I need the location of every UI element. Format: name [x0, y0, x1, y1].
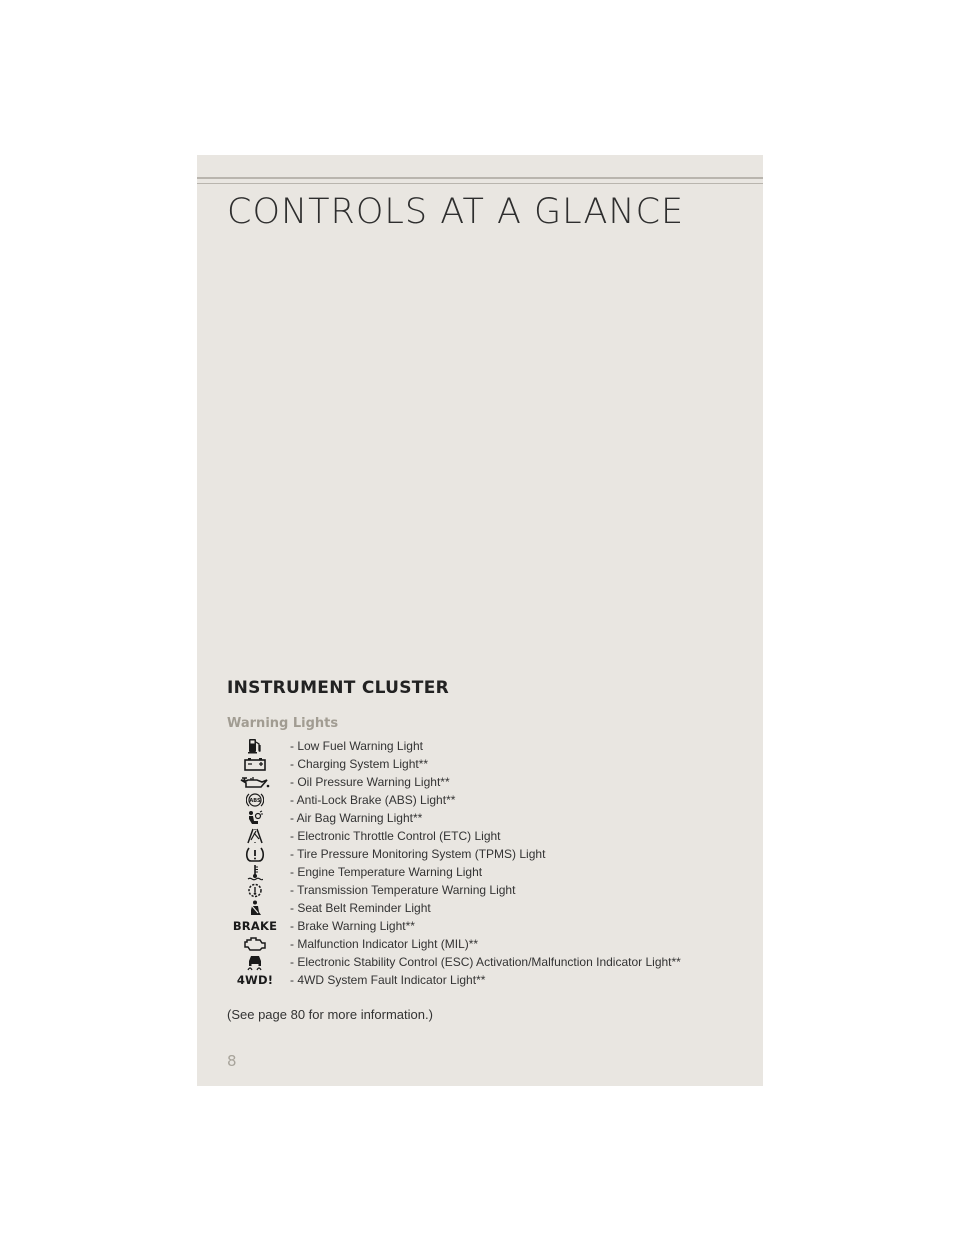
- tire-pressure-icon: [227, 845, 283, 863]
- stability-control-icon: [227, 953, 283, 971]
- warning-light-label: - Anti-Lock Brake (ABS) Light**: [290, 793, 456, 807]
- list-item: [227, 845, 757, 863]
- footnote: (See page 80 for more information.): [227, 1007, 433, 1022]
- list-item: [227, 809, 757, 827]
- warning-light-label: - Brake Warning Light**: [290, 919, 415, 933]
- warning-lights-list: [227, 737, 757, 989]
- fuel-pump-icon: [227, 737, 283, 755]
- brake-word-icon: [227, 917, 283, 935]
- warning-light-label: - Tire Pressure Monitoring System (TPMS) Light: [290, 847, 546, 861]
- header-rule-thin: [197, 183, 763, 184]
- svg-text:ABS: ABS: [249, 798, 261, 804]
- warning-light-label: - Charging System Light**: [290, 757, 429, 771]
- abs-icon: [227, 791, 283, 809]
- throttle-icon: [227, 827, 283, 845]
- check-engine-icon: [227, 935, 283, 953]
- list-item: [227, 791, 757, 809]
- warning-light-label: - Low Fuel Warning Light: [290, 739, 423, 753]
- list-item: [227, 881, 757, 899]
- list-item: [227, 827, 757, 845]
- list-item: [227, 953, 757, 971]
- list-item: [227, 917, 757, 935]
- list-item: [227, 737, 757, 755]
- airbag-icon: [227, 809, 283, 827]
- warning-light-label: - 4WD System Fault Indicator Light**: [290, 973, 486, 987]
- manual-page: [197, 155, 763, 1086]
- warning-light-label: - Seat Belt Reminder Light: [290, 901, 431, 915]
- header-rule: [197, 177, 763, 179]
- engine-temperature-icon: [227, 863, 283, 881]
- list-item: [227, 971, 757, 989]
- warning-light-label: - Transmission Temperature Warning Light: [290, 883, 516, 897]
- list-item: [227, 755, 757, 773]
- warning-light-label: - Electronic Stability Control (ESC) Activation/Malfunction Indicator Light**: [290, 955, 681, 969]
- warning-light-label: - Oil Pressure Warning Light**: [290, 775, 450, 789]
- list-item: [227, 863, 757, 881]
- warning-light-label: - Electronic Throttle Control (ETC) Light: [290, 829, 501, 843]
- warning-light-label: - Engine Temperature Warning Light: [290, 865, 483, 879]
- page-number: 8: [227, 1052, 237, 1070]
- list-item: [227, 935, 757, 953]
- 4wd-word-text: 4WD!: [236, 973, 274, 987]
- battery-icon: [227, 755, 283, 773]
- seat-belt-icon: [227, 899, 283, 917]
- oil-can-icon: [227, 773, 283, 791]
- warning-light-label: - Air Bag Warning Light**: [290, 811, 423, 825]
- subsection-title: Warning Lights: [227, 716, 339, 731]
- 4wd-word-icon: [227, 971, 283, 989]
- brake-word-text: BRAKE: [232, 919, 278, 933]
- list-item: [227, 899, 757, 917]
- chapter-title: CONTROLS AT A GLANCE: [227, 192, 685, 232]
- list-item: [227, 773, 757, 791]
- warning-light-label: - Malfunction Indicator Light (MIL)**: [290, 937, 479, 951]
- transmission-temperature-icon: [227, 881, 283, 899]
- section-title: INSTRUMENT CLUSTER: [227, 678, 450, 698]
